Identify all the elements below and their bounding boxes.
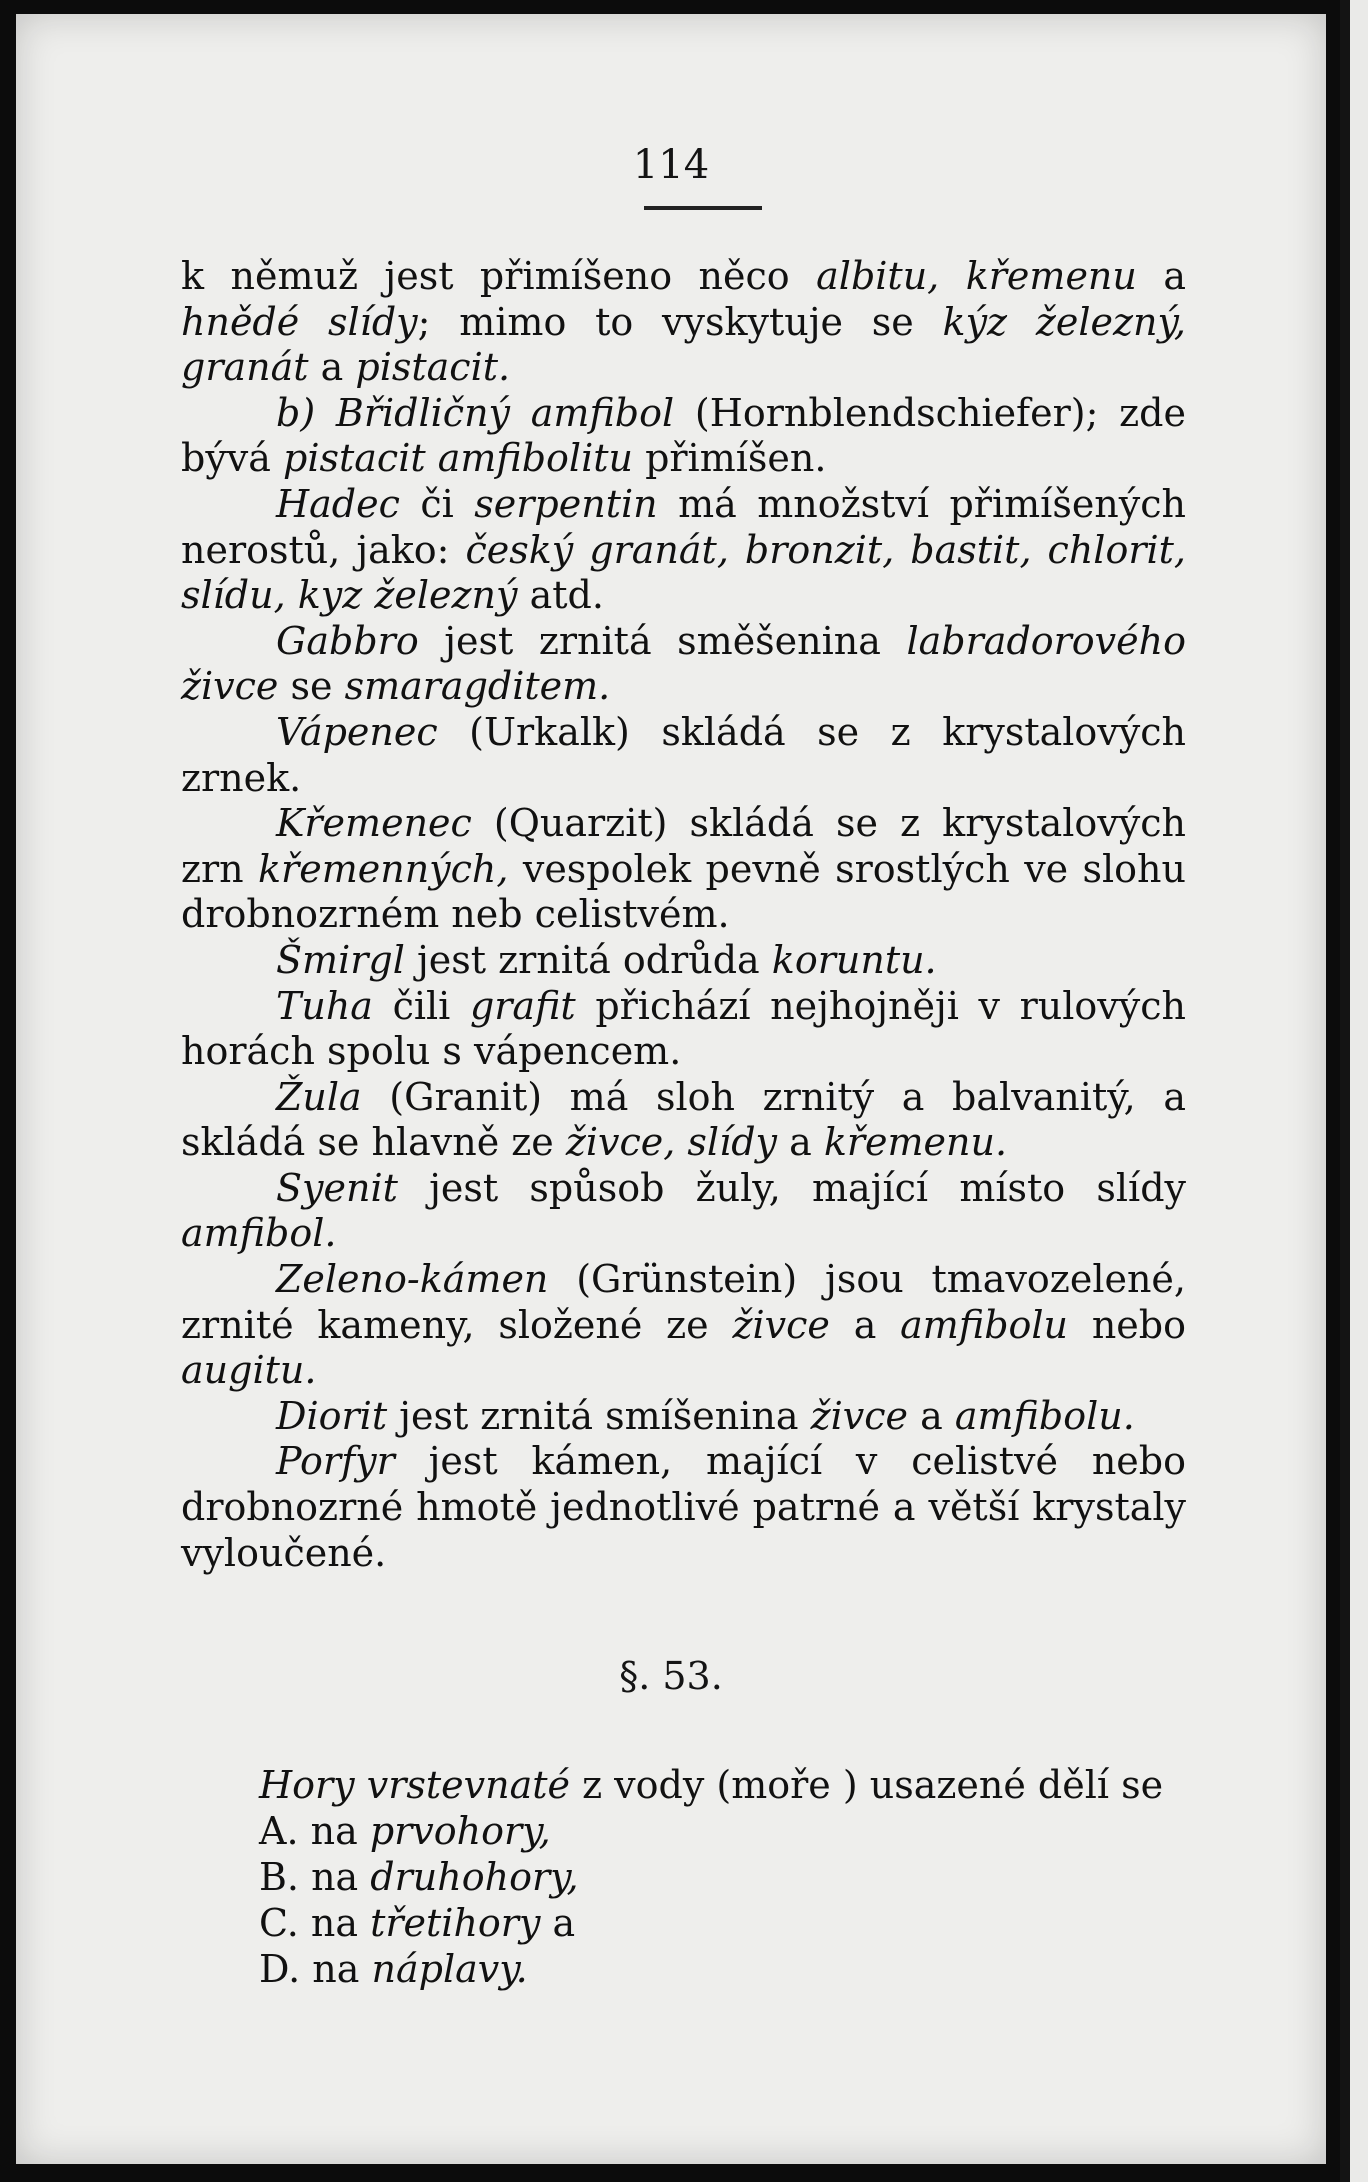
- text-run: vespolek pevně srostlých ve slohu drobnozrném neb celistvém.: [181, 846, 1186, 937]
- paragraph: [181, 1257, 1186, 1394]
- text-run: přimíšen.: [632, 436, 827, 481]
- paragraph: [181, 482, 1186, 619]
- paragraph: [181, 619, 1186, 710]
- text-run: A. na: [259, 1809, 370, 1853]
- italic-term: živce, slídy: [565, 1120, 778, 1165]
- italic-term: amfibolu.: [954, 1393, 1135, 1438]
- page-number-rule: [644, 206, 762, 210]
- divisions-block: [259, 1762, 1199, 1992]
- text-run: a: [777, 1120, 824, 1165]
- italic-term: kýz železný,: [942, 299, 1186, 344]
- text-run: z vody (moře ) usazené dělí se: [569, 1763, 1164, 1807]
- text-run: k němuž jest přimíšeno něco: [181, 254, 817, 298]
- text-run: (Grünstein) jsou tmavozelené, zrnité kameny, složené ze: [181, 1257, 1186, 1347]
- text-run: a: [308, 345, 356, 390]
- text-run: atd.: [517, 573, 604, 618]
- book-page: [16, 14, 1326, 2164]
- text-run: jest kámen, mající v celistvé nebo drobnozrné hmotě jednotlivé patrné a větší krystaly vyloučené.: [181, 1439, 1186, 1575]
- italic-term: Gabbro: [276, 618, 419, 663]
- text-run: [939, 254, 965, 298]
- italic-term: druhohory,: [370, 1855, 579, 1899]
- paragraph: [181, 1439, 1186, 1576]
- italic-term: b) Břidličný amfibol: [276, 390, 675, 435]
- text-run: se: [278, 664, 345, 709]
- text-run: ; mimo to vyskytuje se: [417, 299, 943, 344]
- italic-term: Diorit: [276, 1393, 388, 1438]
- italic-term: amfibolu: [900, 1302, 1069, 1347]
- text-run: jest zrnitá smíšenina: [387, 1393, 811, 1438]
- text-run: a: [540, 1901, 576, 1945]
- italic-term: smaragditem.: [344, 664, 611, 709]
- text-run: a: [908, 1393, 955, 1438]
- adjacent-page-edge: [1340, 0, 1368, 2182]
- italic-term: Žula: [276, 1074, 362, 1119]
- divisions-list: [259, 1808, 1199, 1992]
- italic-term: živce: [810, 1393, 909, 1438]
- italic-term: Tuha: [276, 983, 373, 1028]
- divisions-intro: [259, 1762, 1199, 1808]
- italic-term: serpentin: [474, 481, 658, 526]
- text-run: nebo: [1068, 1302, 1186, 1347]
- italic-term: křemenu: [965, 254, 1137, 298]
- italic-term: Hadec: [276, 481, 400, 526]
- italic-term: grafit: [469, 983, 576, 1028]
- text-run: C. na: [259, 1901, 371, 1945]
- division-item: [259, 1854, 1199, 1900]
- paragraph: [181, 1166, 1186, 1257]
- italic-term: křemenu.: [823, 1120, 1008, 1165]
- paragraph: [181, 391, 1186, 482]
- italic-term: augitu.: [181, 1348, 317, 1393]
- division-item: [259, 1900, 1199, 1946]
- section-heading: §. 53.: [619, 1654, 723, 1698]
- italic-term: Křemenec: [276, 801, 472, 846]
- text-run: a: [829, 1302, 901, 1347]
- italic-term: třetihory: [370, 1901, 541, 1945]
- text-run: (Granit) má sloh zrnitý a balvanitý, a skládá se hlavně ze: [181, 1074, 1186, 1165]
- paragraph: [181, 984, 1186, 1075]
- italic-term: Hory vrstevnaté: [259, 1763, 570, 1807]
- italic-term: Syenit: [276, 1165, 398, 1210]
- text-run: a: [1136, 254, 1187, 298]
- paragraph: [181, 1075, 1186, 1166]
- italic-term: amfibol.: [181, 1211, 337, 1256]
- text-run: jest zrnitá směšenina: [418, 618, 907, 663]
- division-item: [259, 1946, 1199, 1992]
- italic-term: Porfyr: [276, 1439, 395, 1484]
- italic-term: prvohory,: [369, 1809, 551, 1853]
- italic-term: živce: [732, 1302, 830, 1347]
- italic-term: Šmirgl: [276, 937, 405, 982]
- italic-term: Vápenec: [276, 709, 438, 754]
- paragraph: [181, 710, 1186, 801]
- paragraph: [181, 1394, 1186, 1440]
- paragraph: [181, 938, 1186, 984]
- text-run: (Quarzit) skládá se z krystalových zrn: [181, 801, 1186, 891]
- paragraph: [181, 254, 1186, 391]
- text-run: (Hornblendschiefer); zde bývá: [181, 390, 1186, 481]
- text-run: jest zrnitá odrůda: [404, 937, 772, 982]
- text-run: jest spůsob žuly, mající místo slídy: [397, 1165, 1186, 1210]
- italic-term: pistacit.: [355, 345, 511, 390]
- italic-term: granát: [181, 345, 309, 390]
- division-item: [259, 1808, 1199, 1854]
- italic-term: náplavy.: [371, 1947, 528, 1991]
- italic-term: koruntu.: [771, 937, 937, 982]
- italic-term: český granát, bronzit, bastit, chlorit, slídu, kyz železný: [181, 527, 1186, 618]
- italic-term: albitu,: [816, 254, 940, 298]
- italic-term: pistacit amfibolitu: [283, 436, 633, 481]
- body-text: [181, 254, 1186, 1576]
- italic-term: hnědé slídy: [181, 299, 418, 344]
- italic-term: Zeleno-kámen: [276, 1257, 549, 1302]
- italic-term: křemenných,: [258, 846, 509, 891]
- text-run: B. na: [259, 1855, 371, 1899]
- paragraph: [181, 801, 1186, 938]
- text-run: či: [399, 481, 475, 526]
- text-run: přichází nejhojněji v rulových horách spolu s vápencem.: [181, 983, 1186, 1074]
- text-run: čili: [372, 983, 470, 1028]
- page-number: 114: [632, 142, 710, 188]
- text-run: má množství přimíšených nerostů, jako:: [181, 481, 1187, 572]
- italic-term: labradorového živce: [181, 618, 1186, 709]
- text-run: (Urkalk) skládá se z krystalových zrnek.: [181, 709, 1186, 800]
- text-run: D. na: [259, 1947, 372, 1991]
